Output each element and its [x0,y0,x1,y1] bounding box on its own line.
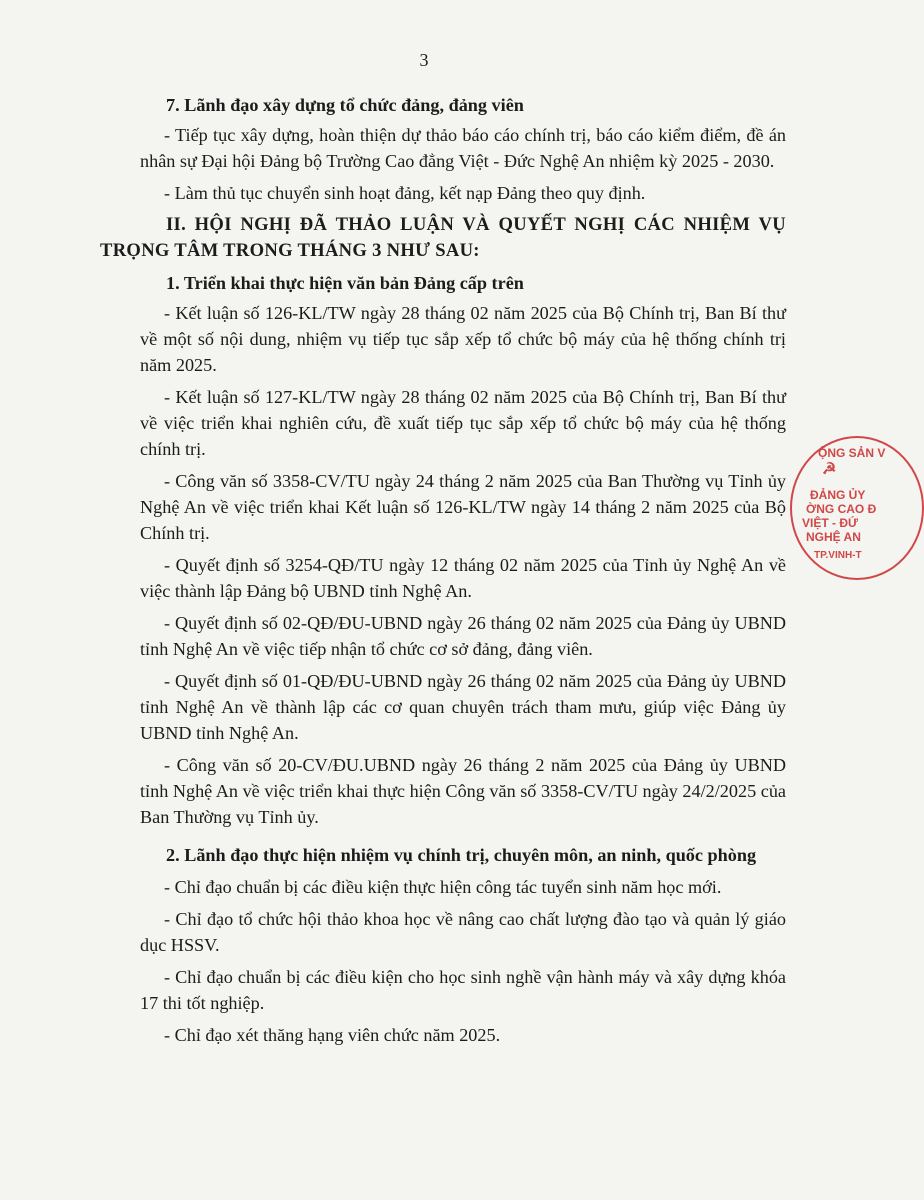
paragraph-conclusion-126: - Kết luận số 126-KL/TW ngày 28 tháng 02 năm 2025 của Bộ Chính trị, Ban Bí thư về một số nội dung, nhiệm vụ tiếp tục sắp xếp tổ chức bộ máy của hệ thống chính trị năm 2025. [140,303,786,375]
seal-line-4: VIỆT - ĐỨ [802,516,858,530]
section-heading-2: 2. Lãnh đạo thực hiện nhiệm vụ chính trị, chuyên môn, an ninh, quốc phòng [166,845,757,865]
page-number: 3 [419,50,429,70]
paragraph-graduation: - Chỉ đạo chuẩn bị các điều kiện cho học sinh nghề vận hành máy và xây dựng khóa 17 thi tốt nghiệp. [140,967,786,1013]
paragraph-dispatch-20: - Công văn số 20-CV/ĐU.UBND ngày 26 tháng 2 năm 2025 của Đảng ủy UBND tỉnh Nghệ An về việc triển khai thực hiện Công văn số 3358-CV/TU ngày 24/2/2025 của Ban Thường vụ Tỉnh ủy. [140,755,786,827]
seal-line-5: NGHỆ AN [806,530,861,544]
paragraph-decision-3254: - Quyết định số 3254-QĐ/TU ngày 12 tháng 02 năm 2025 của Tỉnh ủy Nghệ An về việc thành lập Đảng bộ UBND tỉnh Nghệ An. [140,555,786,601]
section-heading-1: 1. Triển khai thực hiện văn bản Đảng cấp trên [166,273,524,293]
section-title-ii: II. HỘI NGHỊ ĐÃ THẢO LUẬN VÀ QUYẾT NGHỊ CÁC NHIỆM VỤ TRỌNG TÂM TRONG THÁNG 3 NHƯ SAU: [100,214,786,261]
paragraph-dispatch-3358: - Công văn số 3358-CV/TU ngày 24 tháng 2 năm 2025 của Ban Thường vụ Tỉnh ủy Nghệ An về việc triển khai Kết luận số 126-KL/TW ngày 14 tháng 2 năm 2025 của Bộ Chính trị. [140,471,786,543]
paragraph-promotion: - Chỉ đạo xét thăng hạng viên chức năm 2025. [164,1025,501,1045]
paragraph-decision-02: - Quyết định số 02-QĐ/ĐU-UBND ngày 26 tháng 02 năm 2025 của Đảng ủy UBND tỉnh Nghệ An về việc tiếp nhận tổ chức cơ sở đảng, đảng viên. [140,613,786,659]
paragraph-draft-report: - Tiếp tục xây dựng, hoàn thiện dự thảo báo cáo chính trị, báo cáo kiểm điểm, đề án nhân sự Đại hội Đảng bộ Trường Cao đẳng Việt - Đức Nghệ An nhiệm kỳ 2025 - 2030. [140,125,786,171]
document-body [100,92,786,1048]
paragraph-party-transfer: - Làm thủ tục chuyển sinh hoạt đảng, kết nạp Đảng theo quy định. [164,183,646,203]
paragraph-enrollment: - Chỉ đạo chuẩn bị các điều kiện thực hiện công tác tuyển sinh năm học mới. [164,877,722,897]
official-seal [790,436,924,580]
seal-line-2: ĐẢNG ỦY [810,488,866,502]
paragraph-conclusion-127: - Kết luận số 127-KL/TW ngày 28 tháng 02 năm 2025 của Bộ Chính trị, Ban Bí thư về việc triển khai nghiên cứu, đề xuất tiếp tục sắp xếp tổ chức bộ máy của hệ thống chính trị. [140,387,786,459]
hammer-sickle-icon: ☭ [822,461,837,478]
seal-line-3: ỜNG CAO Đ [806,502,877,516]
section-heading-7: 7. Lãnh đạo xây dựng tổ chức đảng, đảng viên [166,95,524,115]
seal-line-6: TP.VINH-T [814,550,862,561]
paragraph-decision-01: - Quyết định số 01-QĐ/ĐU-UBND ngày 26 tháng 02 năm 2025 của Đảng ủy UBND tỉnh Nghệ An về thành lập các cơ quan chuyên trách tham mưu, giúp việc Đảng ủy UBND tỉnh Nghệ An. [140,671,786,743]
paragraph-workshop: - Chỉ đạo tổ chức hội thảo khoa học về nâng cao chất lượng đào tạo và quản lý giáo dục HSSV. [140,909,786,955]
seal-line-1: ỘNG SẢN V [818,446,886,460]
